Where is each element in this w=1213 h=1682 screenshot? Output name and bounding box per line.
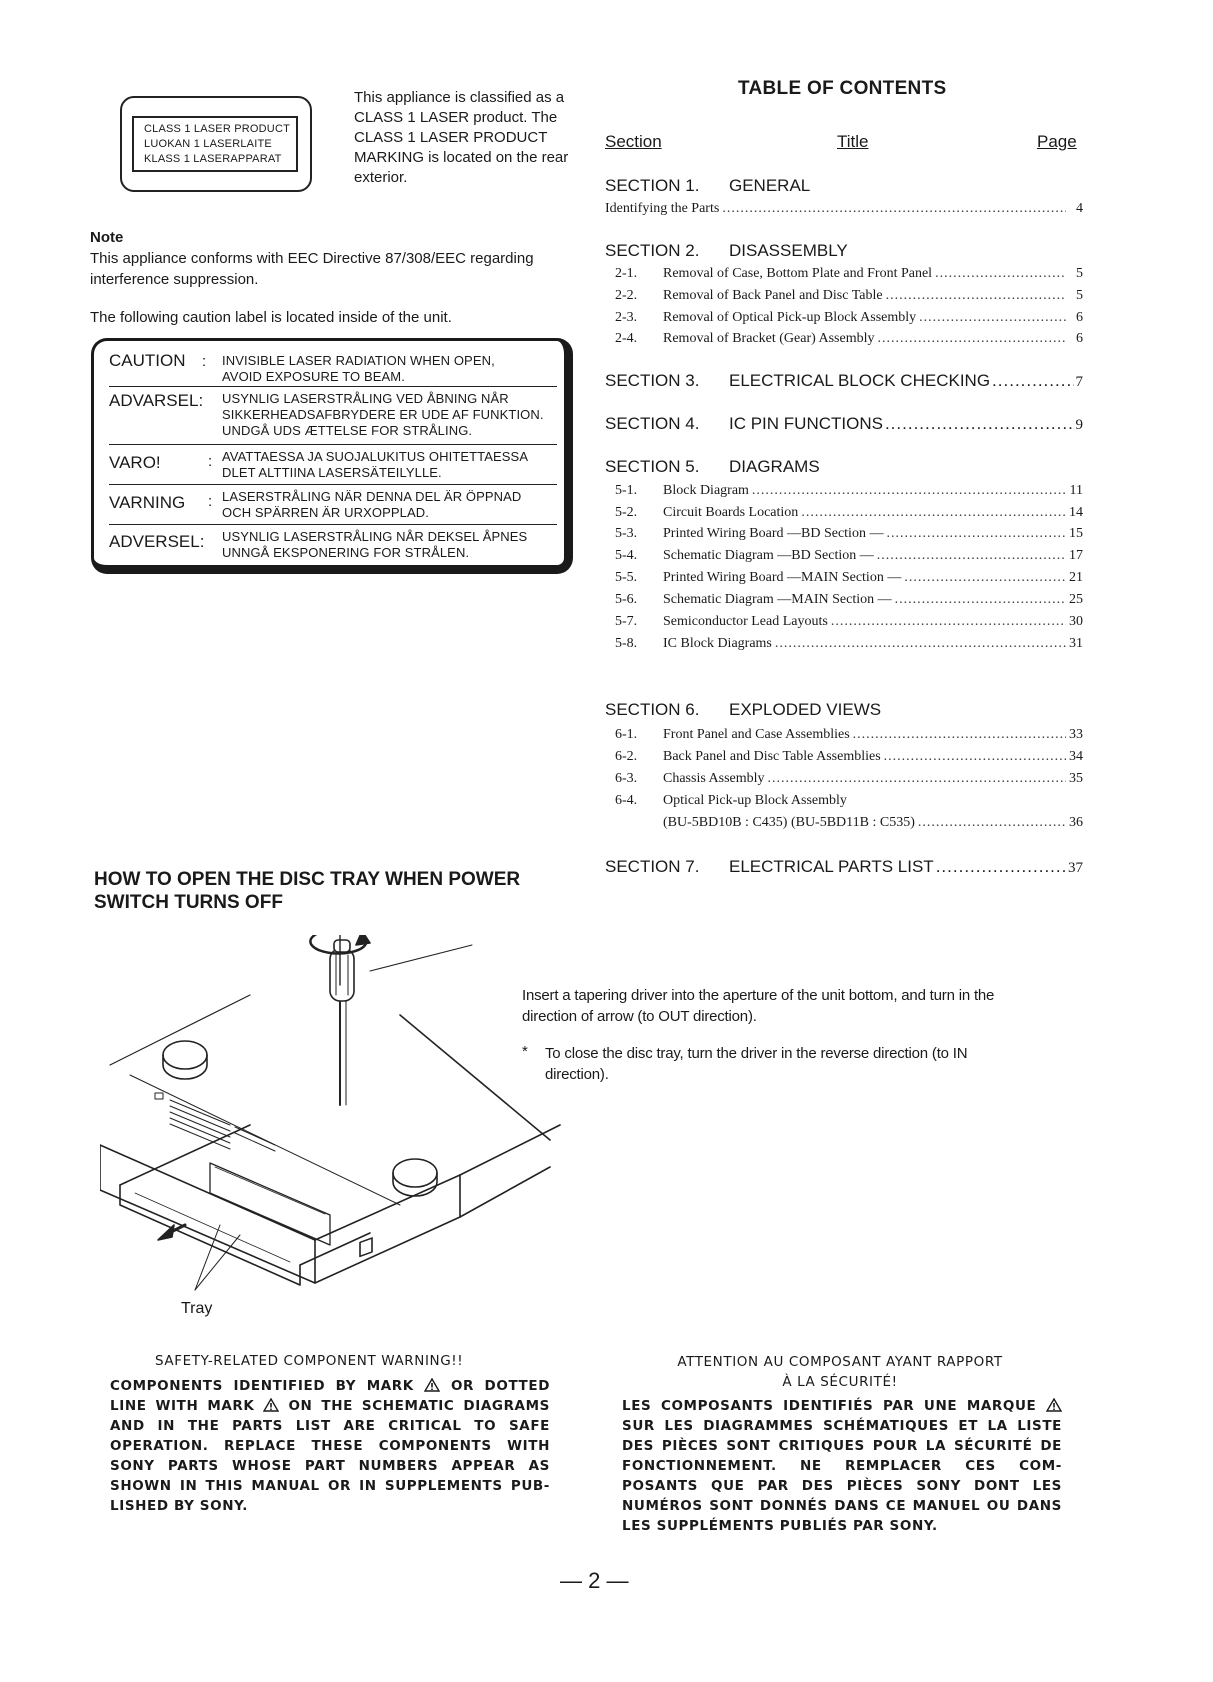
toc-entry: 5-4. Schematic Diagram —BD Section — ..... 17: [605, 548, 1083, 564]
toc-entry: 6-3. Chassis Assembly ..... 35: [605, 771, 1083, 787]
disc-tray-heading: HOW TO OPEN THE DISC TRAY WHEN POWER SWITCH TURNS OFF: [94, 869, 521, 913]
caution-row-text: LASERSTRÅLING NÄR DENNA DEL ÄR ÖPPNAD: [222, 489, 522, 504]
toc-section-line: SECTION 3. ELECTRICAL BLOCK CHECKING ..... 7: [605, 371, 1083, 391]
toc-section-heading: SECTION 2. DISASSEMBLY: [605, 241, 848, 260]
toc-entry: (BU-5BD10B : C435) (BU-5BD11B : C535) ..... 36: [605, 815, 1083, 831]
caution-divider: [109, 386, 557, 387]
safety-warning-title-fr: [610, 1352, 1070, 1392]
disc-tray-instruction: Insert a tapering driver into the aperture of the unit bottom, and turn in the direction of arrow (to OUT direction).: [522, 987, 995, 1025]
note-bullet: *: [522, 1043, 528, 1060]
laser-label-line: LUOKAN 1 LASERLAITE: [144, 137, 272, 150]
toc-entry: 5-2. Circuit Boards Location ..... 14: [605, 505, 1083, 521]
caution-row-text: UNDGÅ UDS ÆTTELSE FOR STRÅLING.: [222, 423, 473, 438]
caution-row-label: ADVERSEL:: [109, 532, 205, 551]
safety-warning-title-en: SAFETY-RELATED COMPONENT WARNING!!: [155, 1353, 464, 1369]
caution-divider: [109, 484, 557, 485]
toc-section-heading: SECTION 6. EXPLODED VIEWS: [605, 700, 882, 719]
safety-en-text: OR DOTTED LINE WITH MARK: [110, 1378, 550, 1414]
toc-title: TABLE OF CONTENTS: [738, 78, 947, 99]
caution-row-text: DLET ALTTIINA LASERSÄTEILYLLE.: [222, 465, 442, 480]
toc-entry: 5-1. Block Diagram ..... 11: [605, 483, 1083, 499]
safety-warning-body-en: [110, 1376, 550, 1516]
caution-divider: [109, 444, 557, 445]
caution-row-text: UNNGÅ EKSPONERING FOR STRÅLEN.: [222, 545, 470, 560]
toc-entry: 6-2. Back Panel and Disc Table Assemblies ..... 34: [605, 749, 1083, 765]
safety-triangle-icon: [263, 1398, 279, 1412]
caution-row-text: USYNLIG LASERSTRÅLING NÅR DEKSEL ÅPNES: [222, 529, 528, 544]
toc-entry: Identifying the Parts ..... 4: [605, 201, 1083, 217]
toc-column-page: Page: [1037, 132, 1077, 151]
toc-column-title: Title: [837, 132, 869, 151]
disc-tray-close-note: To close the disc tray, turn the driver in the reverse direction (to IN direction).: [545, 1045, 968, 1083]
disc-tray-diagram: [100, 935, 570, 1315]
caution-row-label: VARO!: [109, 453, 161, 472]
toc-entry: 5-5. Printed Wiring Board —MAIN Section — ..... 21: [605, 570, 1083, 586]
safety-triangle-icon: [1046, 1398, 1062, 1412]
caution-row-text: AVATTAESSA JA SUOJALUKITUS OHITETTAESSA: [222, 449, 529, 464]
caution-row-text: SIKKERHEADSAFBRYDERE ER UDE AF FUNKTION.: [222, 407, 544, 422]
toc-entry: 5-7. Semiconductor Lead Layouts ..... 30: [605, 614, 1083, 630]
safety-warning-body-fr: [622, 1396, 1062, 1536]
laser-label-line: CLASS 1 LASER PRODUCT: [144, 122, 291, 135]
note-body: This appliance conforms with EEC Directive 87/308/EEC regarding interference suppression.: [90, 250, 534, 288]
caution-row-text: INVISIBLE LASER RADIATION WHEN OPEN,: [222, 353, 495, 368]
caution-intro: The following caution label is located inside of the unit.: [90, 309, 452, 326]
safety-fr-text: LES COMPOSANTS IDENTIFIÉS PAR UNE MARQUE: [622, 1398, 1037, 1414]
toc-entry: 6-4. Optical Pick-up Block Assembly: [615, 793, 847, 808]
toc-entry: 5-3. Printed Wiring Board —BD Section — ..... 15: [605, 526, 1083, 542]
caution-row-label: CAUTION: [109, 351, 186, 370]
caution-divider: [109, 524, 557, 525]
caution-row-label: ADVARSEL:: [109, 391, 204, 410]
note-heading: Note: [90, 229, 124, 246]
safety-en-text: ON THE SCHEMATIC DIAGRAMS AND IN THE PARTS LIST ARE CRITICAL TO SAFE OPERATION. REPLACE THESE COMPONENTS WITH SONY PARTS WHOSE PART NUMBERS APPEAR AS SHOWN IN THIS MANUAL OR IN SUPPLEMENTS PUB-LISHED BY SONY.: [110, 1398, 550, 1514]
caution-row-text: OCH SPÄRREN ÄR URXOPPLAD.: [222, 505, 429, 520]
caution-label-box: CAUTION : INVISIBLE LASER RADIATION WHEN OPEN, AVOID EXPOSURE TO BEAM. ADVARSEL: USYNLIG LASERSTRÅLING VED ÅBNING NÅR SIKKERHEADSAFBRYDERE ER UDE AF FUNKTION. UNDGÅ UDS ÆTTELSE FOR STRÅLING. VARO! : AVATTAESSA JA SUOJALUKITUS OHITETTAESSA DLET ALTTIINA LASERSÄTEILYLLE. VARNING : LASERSTRÅLING NÄR DENNA DEL ÄR ÖPPNAD OCH SPÄRREN ÄR URXOPPLAD. ADVERSEL: USYNLIG LASERSTRÅLING NÅR DEKSEL ÅPNES UNNGÅ EKSPONERING FOR STRÅLEN.: [91, 338, 573, 574]
toc-section-line: SECTION 7. ELECTRICAL PARTS LIST ..... 37: [605, 857, 1083, 877]
toc-entry: 2-3. Removal of Optical Pick-up Block Assembly ..... 6: [605, 310, 1083, 326]
safety-en-text: COMPONENTS IDENTIFIED BY MARK: [110, 1378, 414, 1394]
toc-entry: 2-2. Removal of Back Panel and Disc Table ..... 5: [605, 288, 1083, 304]
laser-label-line: KLASS 1 LASERAPPARAT: [144, 152, 282, 165]
toc-entry: 5-6. Schematic Diagram —MAIN Section — ..... 25: [605, 592, 1083, 608]
safety-triangle-icon: [424, 1378, 440, 1392]
caution-row-text: USYNLIG LASERSTRÅLING VED ÅBNING NÅR: [222, 391, 509, 406]
toc-entry: 5-8. IC Block Diagrams ..... 31: [605, 636, 1083, 652]
toc-section-line: SECTION 4. IC PIN FUNCTIONS ..... 9: [605, 414, 1083, 434]
tray-callout-label: Tray: [181, 1300, 213, 1317]
laser-label-frame: [132, 116, 298, 172]
laser-product-label: [120, 96, 312, 192]
caution-row-text: AVOID EXPOSURE TO BEAM.: [222, 369, 405, 384]
safety-fr-text: SUR LES DIAGRAMMES SCHÉMATIQUES ET LA LISTE DES PIÈCES SONT CRITIQUES POUR LA SÉCURITÉ DE FONCTIONNEMENT. NE REMPLACER CES COM-POSANTS QUE PAR DES PIÈCES SONY DONT LES NUMÉROS SONT DONNÉS DANS CE MANUEL OU DANS LES SUPPLÉMENTS PUBLIÉS PAR SONY.: [622, 1418, 1062, 1534]
caution-row-label: VARNING: [109, 493, 186, 512]
page-number: — 2 —: [560, 1568, 629, 1593]
toc-entry: 2-4. Removal of Bracket (Gear) Assembly ..... 6: [605, 331, 1083, 347]
laser-classification-text: This appliance is classified as a CLASS 1 LASER product. The CLASS 1 LASER PRODUCT MARKING is located on the rear exterior.: [354, 89, 569, 186]
safety-fr-title-line: ATTENTION AU COMPOSANT AYANT RAPPORT: [677, 1354, 1003, 1370]
toc-entry: 2-1. Removal of Case, Bottom Plate and Front Panel ..... 5: [605, 266, 1083, 282]
toc-column-section: Section: [605, 132, 662, 151]
toc-section-heading: SECTION 5. DIAGRAMS: [605, 457, 820, 476]
safety-fr-title-line: À LA SÉCURITÉ!: [782, 1374, 898, 1390]
toc-entry: 6-1. Front Panel and Case Assemblies ..... 33: [605, 727, 1083, 743]
toc-section-heading: SECTION 1. GENERAL: [605, 176, 811, 195]
